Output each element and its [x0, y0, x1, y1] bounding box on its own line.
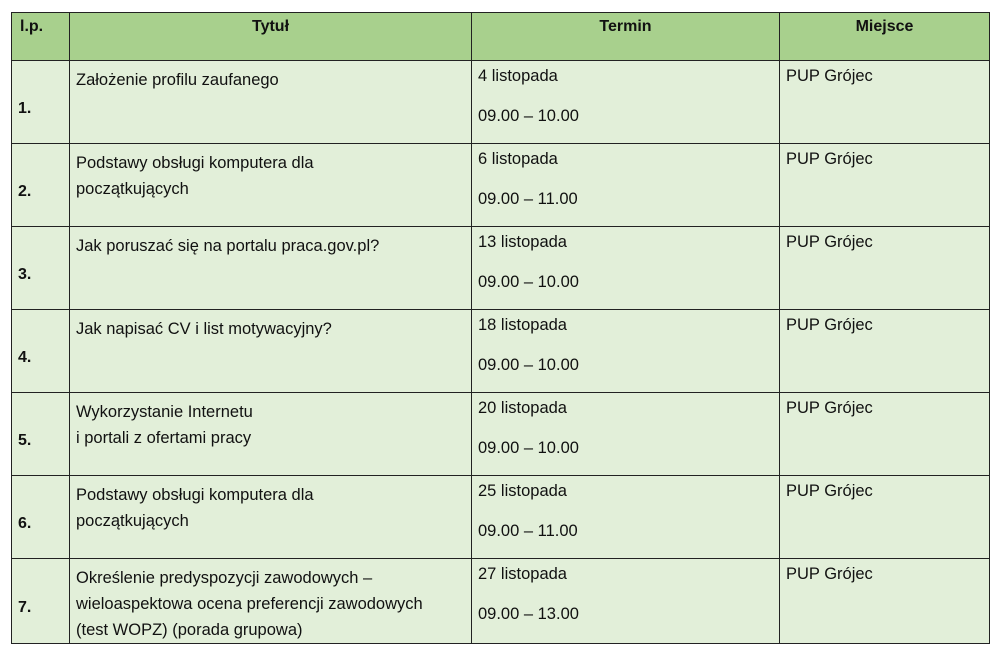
title-line: początkujących — [76, 512, 189, 530]
schedule-table — [11, 12, 990, 644]
row-number: 6. — [12, 476, 70, 559]
row-place: PUP Grójec — [780, 144, 990, 227]
title-line: Jak napisać CV i list motywacyjny? — [76, 320, 332, 338]
row-place: PUP Grójec — [780, 61, 990, 144]
term-time: 09.00 – 10.00 — [478, 273, 579, 291]
term-time: 09.00 – 10.00 — [478, 107, 579, 125]
term-date: 25 listopada — [478, 482, 567, 500]
table-row — [12, 61, 990, 144]
term-date: 13 listopada — [478, 233, 567, 251]
header-lp: l.p. — [12, 13, 70, 61]
term-date: 6 listopada — [478, 150, 558, 168]
table-row — [12, 144, 990, 227]
row-title — [70, 61, 472, 144]
term-date: 27 listopada — [478, 565, 567, 583]
title-line: Podstawy obsługi komputera dla — [76, 154, 314, 172]
row-number: 3. — [12, 227, 70, 310]
title-line: (test WOPZ) (porada grupowa) — [76, 621, 303, 639]
header-title: Tytuł — [70, 13, 472, 61]
title-line: Podstawy obsługi komputera dla — [76, 486, 314, 504]
row-number: 5. — [12, 393, 70, 476]
term-date: 4 listopada — [478, 67, 558, 85]
table-row — [12, 227, 990, 310]
title-line: początkujących — [76, 180, 189, 198]
term-time: 09.00 – 11.00 — [478, 522, 578, 540]
row-term — [472, 227, 780, 310]
title-line: Wykorzystanie Internetu — [76, 403, 253, 421]
row-place: PUP Grójec — [780, 310, 990, 393]
table-row — [12, 393, 990, 476]
title-line: Jak poruszać się na portalu praca.gov.pl? — [76, 237, 380, 255]
row-place: PUP Grójec — [780, 476, 990, 559]
term-date: 18 listopada — [478, 316, 567, 334]
table-row — [12, 310, 990, 393]
term-time: 09.00 – 11.00 — [478, 190, 578, 208]
row-term — [472, 310, 780, 393]
row-title — [70, 227, 472, 310]
row-title — [70, 393, 472, 476]
row-number: 4. — [12, 310, 70, 393]
title-line: wieloaspektowa ocena preferencji zawodowych — [76, 595, 423, 613]
header-place: Miejsce — [780, 13, 990, 61]
row-place: PUP Grójec — [780, 227, 990, 310]
row-place: PUP Grójec — [780, 559, 990, 644]
title-line: Określenie predyspozycji zawodowych – — [76, 569, 373, 587]
title-line: i portali z ofertami pracy — [76, 429, 252, 447]
term-time: 09.00 – 10.00 — [478, 356, 579, 374]
title-line: Założenie profilu zaufanego — [76, 71, 279, 89]
row-title — [70, 310, 472, 393]
row-term — [472, 61, 780, 144]
term-date: 20 listopada — [478, 399, 567, 417]
table-row — [12, 476, 990, 559]
table-row — [12, 559, 990, 644]
header-row — [12, 13, 990, 61]
row-number: 2. — [12, 144, 70, 227]
term-time: 09.00 – 10.00 — [478, 439, 579, 457]
row-place: PUP Grójec — [780, 393, 990, 476]
row-number: 7. — [12, 559, 70, 644]
table-body — [12, 61, 990, 644]
row-title — [70, 144, 472, 227]
row-title — [70, 559, 472, 644]
row-term — [472, 559, 780, 644]
row-term — [472, 393, 780, 476]
row-term — [472, 476, 780, 559]
term-time: 09.00 – 13.00 — [478, 605, 579, 623]
row-number: 1. — [12, 61, 70, 144]
row-title — [70, 476, 472, 559]
row-term — [472, 144, 780, 227]
header-term: Termin — [472, 13, 780, 61]
